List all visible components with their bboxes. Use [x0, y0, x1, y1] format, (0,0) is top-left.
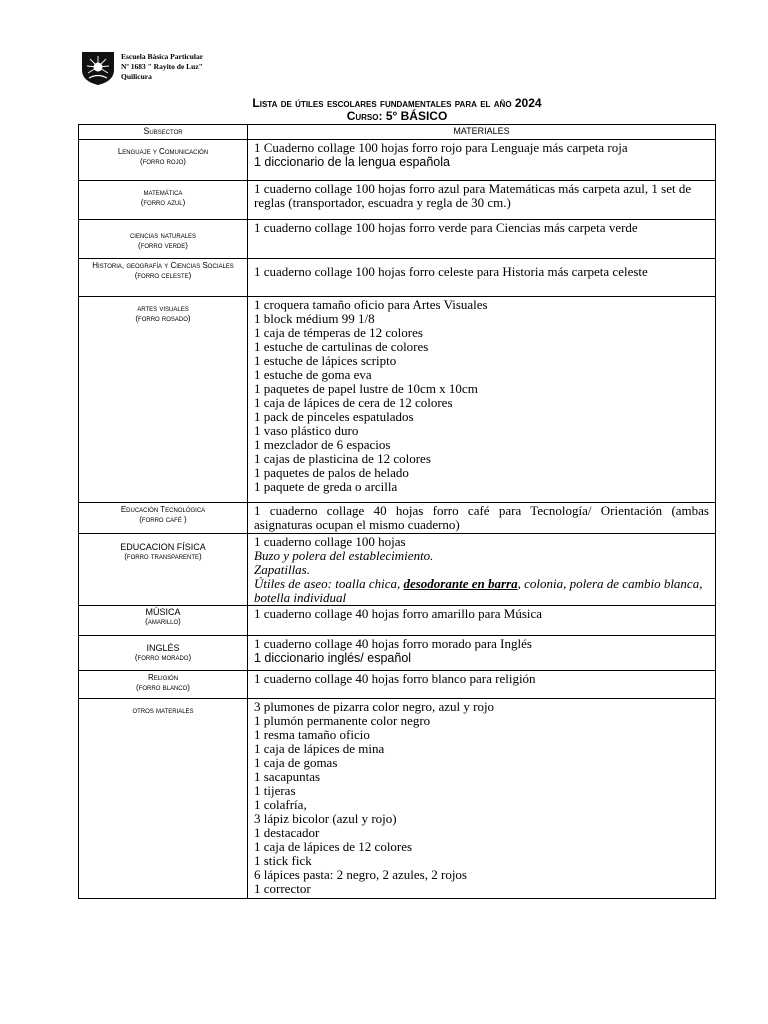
material-item: 1 cuaderno collage 100 hojas: [254, 534, 406, 549]
material-item: 1 cajas de plasticina de 12 colores: [254, 451, 431, 466]
material-item: 1 diccionario de la lengua española: [254, 155, 450, 169]
subject-cover: (forro celeste): [134, 271, 192, 280]
supplies-table: [78, 124, 716, 899]
subject-name: MÚSICA: [145, 607, 181, 617]
subject-cell: [79, 503, 248, 534]
material-item: 1 paquetes de papel lustre de 10cm x 10cm: [254, 381, 478, 396]
school-name-line1: Escuela Básica Particular: [121, 52, 204, 61]
material-item: 1 croquera tamaño oficio para Artes Visuales: [254, 297, 488, 312]
material-item: 1 cuaderno collage 100 hojas forro celeste para Historia más carpeta celeste: [254, 264, 648, 279]
table-row: [79, 140, 716, 181]
table-row: [79, 534, 716, 606]
material-item: 1 paquete de greda o arcilla: [254, 479, 398, 494]
material-item: 1 cuaderno collage 100 hojas forro azul para Matemáticas más carpeta azul, 1 set de reglas (transportador, escuadra y regla de 30 cm.): [254, 181, 692, 210]
hygiene-item: [254, 577, 709, 605]
material-item: 1 caja de lápices de 12 colores: [254, 839, 413, 854]
subject-name: ciencias naturales: [129, 231, 197, 240]
material-item: 1 destacador: [254, 825, 320, 840]
subject-cover: (forro morado): [134, 653, 192, 662]
subject-cover: (forro blanco): [136, 683, 190, 692]
subject-cover: (forro rosado): [135, 314, 191, 323]
materials-cell: [248, 671, 716, 699]
materials-cell: [248, 534, 716, 606]
subject-name: Educación Tecnológica: [120, 505, 206, 514]
school-name: [121, 52, 203, 82]
material-item: 1 plumón permanente color negro: [254, 713, 431, 728]
subject-name: EDUCACION FÍSICA: [120, 542, 206, 552]
material-item: 1 corrector: [254, 881, 311, 896]
materials-cell: [248, 220, 716, 259]
school-logo: [79, 50, 215, 86]
materials-cell: [248, 297, 716, 503]
table-row: [79, 636, 716, 671]
material-item: 6 lápices pasta: 2 negro, 2 azules, 2 rojos: [254, 867, 467, 882]
material-item: 1 estuche de goma eva: [254, 367, 372, 382]
subject-cell: [79, 606, 248, 636]
subject-cell: [79, 297, 248, 503]
material-item: 1 caja de lápices de mina: [254, 741, 385, 756]
materials-cell: [248, 503, 716, 534]
subject-cover: (forro café ): [139, 515, 187, 524]
table-row: [79, 671, 716, 699]
material-item: 1 tijeras: [254, 783, 296, 798]
material-item: Zapatillas.: [254, 562, 310, 577]
subject-cover: (forro rojo): [140, 157, 186, 166]
material-item: 1 Cuaderno collage 100 hojas forro rojo para Lenguaje más carpeta roja: [254, 140, 628, 155]
materials-cell: [248, 181, 716, 220]
subject-cell: [79, 181, 248, 220]
materials-cell: [248, 606, 716, 636]
material-item: 1 estuche de lápices scripto: [254, 353, 397, 368]
subject-cover: (forro azul): [140, 198, 186, 207]
material-item: 1 cuaderno collage 40 hojas forro café para Tecnología/ Orientación (ambas asignaturas ocupan el mismo cuaderno): [254, 503, 709, 532]
materials-cell: [248, 259, 716, 297]
hygiene-text-start: Útiles de aseo: toalla chica,: [254, 576, 404, 591]
school-name-line3: Quilicura: [121, 72, 152, 81]
subject-name: Religión: [147, 673, 179, 682]
table-row: [79, 220, 716, 259]
subject-cell: [79, 699, 248, 899]
material-item: 1 block médium 99 1/8: [254, 311, 375, 326]
subject-cell: [79, 259, 248, 297]
table-row: [79, 259, 716, 297]
subject-name: otros materiales: [132, 706, 194, 715]
subject-cell: [79, 140, 248, 181]
material-item: 1 cuaderno collage 40 hojas forro amarillo para Música: [254, 606, 543, 621]
subject-cell: [79, 671, 248, 699]
table-header-row: [79, 125, 716, 140]
material-item: 1 cuaderno collage 100 hojas forro verde para Ciencias más carpeta verde: [254, 220, 638, 235]
hygiene-highlight: desodorante en barra: [403, 576, 518, 591]
material-item: 1 caja de lápices de cera de 12 colores: [254, 395, 453, 410]
subject-cell: [79, 636, 248, 671]
materials-cell: [248, 636, 716, 671]
school-crest-icon: [79, 50, 117, 86]
material-item: 1 paquetes de palos de helado: [254, 465, 409, 480]
subject-name: Lenguaje y Comunicación: [117, 147, 209, 156]
subject-name: Historia, geografía y Ciencias Sociales: [92, 261, 234, 270]
material-item: 3 plumones de pizarra color negro, azul y rojo: [254, 699, 495, 714]
subject-name: artes visuales: [137, 304, 189, 313]
subject-name: matemática: [143, 188, 183, 197]
subject-cover: (forro verde): [138, 241, 188, 250]
table-row: [79, 181, 716, 220]
material-item: 1 diccionario inglés/ español: [254, 651, 412, 665]
table-row: [79, 699, 716, 899]
subject-cell: [79, 534, 248, 606]
material-item: 1 mezclador de 6 espacios: [254, 437, 391, 452]
materials-cell: [248, 140, 716, 181]
material-item: 1 colafría,: [254, 797, 307, 812]
material-item: 1 stick fick: [254, 853, 312, 868]
subject-cover: (forro transparente): [124, 552, 202, 561]
materials-cell: [248, 699, 716, 899]
material-item: 1 pack de pinceles espatulados: [254, 409, 414, 424]
material-item: 1 cuaderno collage 40 hojas forro blanco para religión: [254, 671, 536, 686]
table-row: [79, 503, 716, 534]
material-item: 3 lápiz bicolor (azul y rojo): [254, 811, 397, 826]
material-item: Buzo y polera del establecimiento.: [254, 548, 434, 563]
material-item: 1 sacapuntas: [254, 769, 321, 784]
material-item: 1 caja de gomas: [254, 755, 338, 770]
school-name-line2: Nº 1683 " Rayito de Luz": [121, 62, 203, 71]
column-header-materials: MATERIALES: [248, 125, 716, 140]
material-item: 1 vaso plástico duro: [254, 423, 359, 438]
table-row: [79, 297, 716, 503]
hygiene-text-end: , colonia, polera de cambio blanca, botella individual: [254, 576, 703, 605]
material-item: 1 resma tamaño oficio: [254, 727, 370, 742]
subject-name: INGLÉS: [146, 643, 180, 653]
material-item: 1 estuche de cartulinas de colores: [254, 339, 429, 354]
table-row: [79, 606, 716, 636]
subject-cover: (amarillo): [145, 617, 181, 626]
subject-cell: [79, 220, 248, 259]
material-item: 1 cuaderno collage 40 hojas forro morado para Inglés: [254, 636, 532, 651]
document-title: Lista de útiles escolares fundamentales para el año 2024: [252, 96, 542, 110]
course-title: Curso: 5° BÁSICO: [346, 109, 448, 123]
material-item: 1 caja de témperas de 12 colores: [254, 325, 423, 340]
column-header-subject: Subsector: [79, 125, 248, 140]
